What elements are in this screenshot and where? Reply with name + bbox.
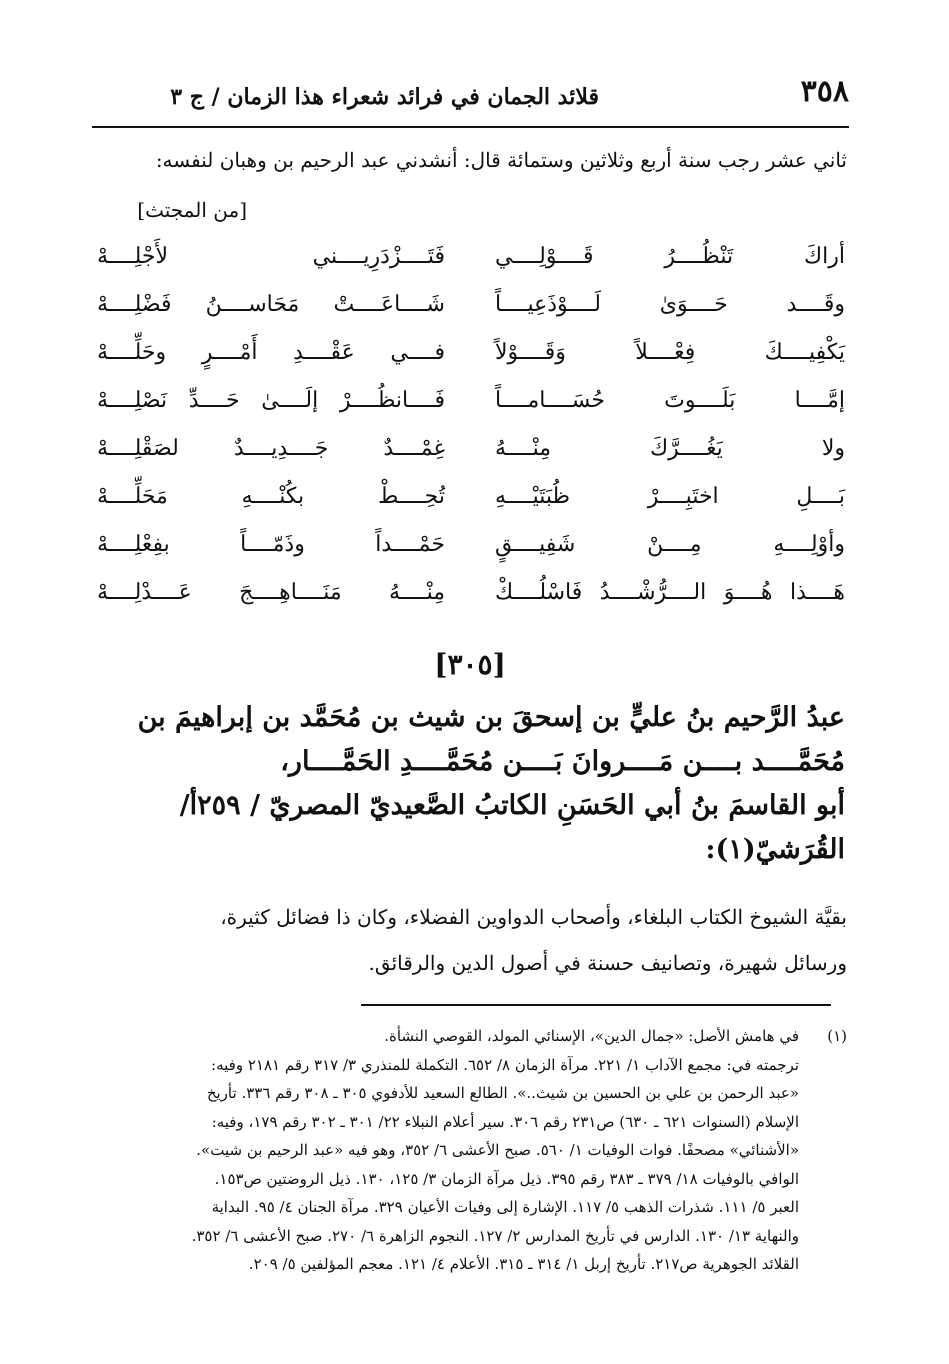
entry-number: [٣٠٥] <box>434 648 506 681</box>
verse <box>92 528 845 576</box>
footnote-line: في هامش الأصل: «جمال الدين»، الإسنائي المولد، القوصي النشأة. <box>384 1027 799 1045</box>
running-title: قلائد الجمان في فرائد شعراء هذا الزمان / ج ٣ <box>170 84 599 110</box>
entry-title-line: القُرَشيّ(١): <box>705 834 845 865</box>
footnote-rule <box>361 1004 831 1006</box>
verse <box>92 576 845 624</box>
page-number: ٣٥٨ <box>800 74 849 109</box>
verse <box>92 432 845 480</box>
body-line: ورسائل شهيرة، وتصانيف حسنة في أصول الدين والرقائق. <box>368 951 847 975</box>
entry-title-line: مُحَمَّــــد بــــن مَــــروانَ بَــــن مُحَمَّــــدِ الحَمَّــــار، <box>280 746 845 777</box>
footnote-line: «عبد الرحمن بن علي بن الحسين بن شيث..». الطالع السعيد للأدفوي ٣٠٥ ـ ٣٠٨ رقم ٣٣٦. تأريخ <box>206 1084 799 1102</box>
footnote-line: الوافي بالوفيات ١٨/ ٣٧٩ ـ ٣٨٣ رقم ٣٩٥. ذيل مرآة الزمان ٣/ ١٢٥، ١٣٠. ذيل الروضتين ص١٥٣. <box>214 1169 799 1188</box>
verse <box>92 480 845 528</box>
verse <box>92 240 845 288</box>
body-paragraph <box>92 894 847 986</box>
intro-line: ثاني عشر رجب سنة أربع وثلاثين وستمائة قال: أنشدني عبد الرحيم بن وهبان لنفسه: <box>155 148 847 172</box>
footnote-line: والنهاية ١٣/ ١٣٠. الدارس في تأريخ المدارس ٢/ ١٢٧. النجوم الزاهرة ٦/ ٢٧٠. صبح الأعشى ٦/ ٣٥٢. <box>191 1226 799 1245</box>
verse-first-hemistich: يَكْفِيــــكَ فِعْــــلاً وَقَــــوْلاً <box>495 340 845 365</box>
verse-second-hemistich: فَتَــــزْدَرِيــــني لأَجْلِــــهْ <box>97 244 445 269</box>
poem-meter: [من المجتث] <box>137 198 247 222</box>
body-line: بقيَّة الشيوخ الكتاب البلغاء، وأصحاب الدواوين الفضلاء، وكان ذا فضائل كثيرة، <box>220 905 847 929</box>
page-header <box>92 74 849 120</box>
verse-first-hemistich: هَــــذا هُــــوَ الــــرُّشْــــدُ فَاسْلُــــكْ <box>495 580 845 605</box>
footnote-text <box>92 1022 799 1279</box>
verse <box>92 336 845 384</box>
verse-first-hemistich: بَــــلِ اختَبِــــرْ ظُبَتَيْــــهِ <box>495 484 845 509</box>
verse <box>92 384 845 432</box>
header-rule <box>92 126 849 128</box>
footnote-line: «الأشنائي» مصحفًا. فوات الوفيات ١/ ٥٦٠. صبح الأعشى ٦/ ٣٥٢، وهو فيه «عبد الرحيم بن شيت». <box>196 1141 799 1159</box>
poem <box>92 240 845 624</box>
verse-second-hemistich: تُحِــــطْ بكُنْــــهِ مَحَلِّــــهْ <box>97 484 445 509</box>
verse-second-hemistich: مِنْــــهُ مَنَــــاهِــــجَ عَــــدْلِــــهْ <box>97 580 445 605</box>
entry-title-line: عبدُ الرَّحيم بنُ عليٍّ بن إسحقَ بن شيث بن مُحَمَّد بن إبراهيمَ بن <box>137 702 845 733</box>
entry-title <box>137 696 845 872</box>
footnote-line: العبر ٥/ ١١١. شذرات الذهب ٥/ ١١٧. الإشارة إلى وفيات الأعيان ٣٢٩. مرآة الجنان ٤/ ٩٥. البداية <box>211 1198 799 1216</box>
footnote-marker: (١) <box>827 1027 847 1045</box>
verse-second-hemistich: حَمْــــداً وذَمّــــاً بفِعْلِــــهْ <box>97 532 445 557</box>
verse-first-hemistich: وأوْلِــــهِ مِــــنْ شَفِيــــقٍ <box>495 532 845 557</box>
verse-second-hemistich: شَــــاعَــــتْ مَحَاســــنُ فَضْلِــــهْ <box>97 292 445 317</box>
verse-first-hemistich: ولا يَغُــــرَّكَ مِنْــــهُ <box>495 436 845 461</box>
verse <box>92 288 845 336</box>
verse-second-hemistich: فــــي عَقْــــدِ أَمْــــرٍ وحَلِّــــهْ <box>97 340 445 365</box>
verse-second-hemistich: فَــــانظُــــرْ إلَــــىٰ حَــــدِّ نَصْلِــــهْ <box>97 388 445 413</box>
verse-first-hemistich: أراكَ تَنْظُــــرُ قَــــوْلِــــي <box>495 244 845 269</box>
verse-first-hemistich: وقَــــد حَــــوَىٰ لَــــوْذَعِيــــاً <box>495 292 845 317</box>
verse-first-hemistich: إمَّــــا بَلَــــوتَ حُسَــــامــــاً <box>495 388 845 413</box>
verse-second-hemistich: غِمْــــدٌ جَــــدِيــــدٌ لصَقْلِــــهْ <box>97 436 445 461</box>
footnote-line: القلائد الجوهرية ص٢١٧. تأريخ إربل ١/ ٣١٤ ـ ٣١٥. الأعلام ٤/ ١٢١. معجم المؤلفين ٥/ ٢٠٩. <box>248 1255 799 1273</box>
footnote-line: ترجمته في: مجمع الآداب ١/ ٢٢١. مرآة الزمان ٨/ ٦٥٢. التكملة للمنذري ٣/ ٣١٧ رقم ٢١٨١ وفيه: <box>211 1055 799 1074</box>
footnote-line: الإسلام (السنوات ٦٢١ ـ ٦٣٠) ص٢٣١ رقم ٣٠٦. سير أعلام النبلاء ٢٢/ ٣٠١ ـ ٣٠٢ رقم ١٧٩، وفيه: <box>211 1112 799 1131</box>
entry-title-line: أبو القاسمَ بنُ أبي الحَسَنِ الكاتبُ الصَّعيديّ المصريّ / ٢٥٩أ/ <box>179 790 845 821</box>
